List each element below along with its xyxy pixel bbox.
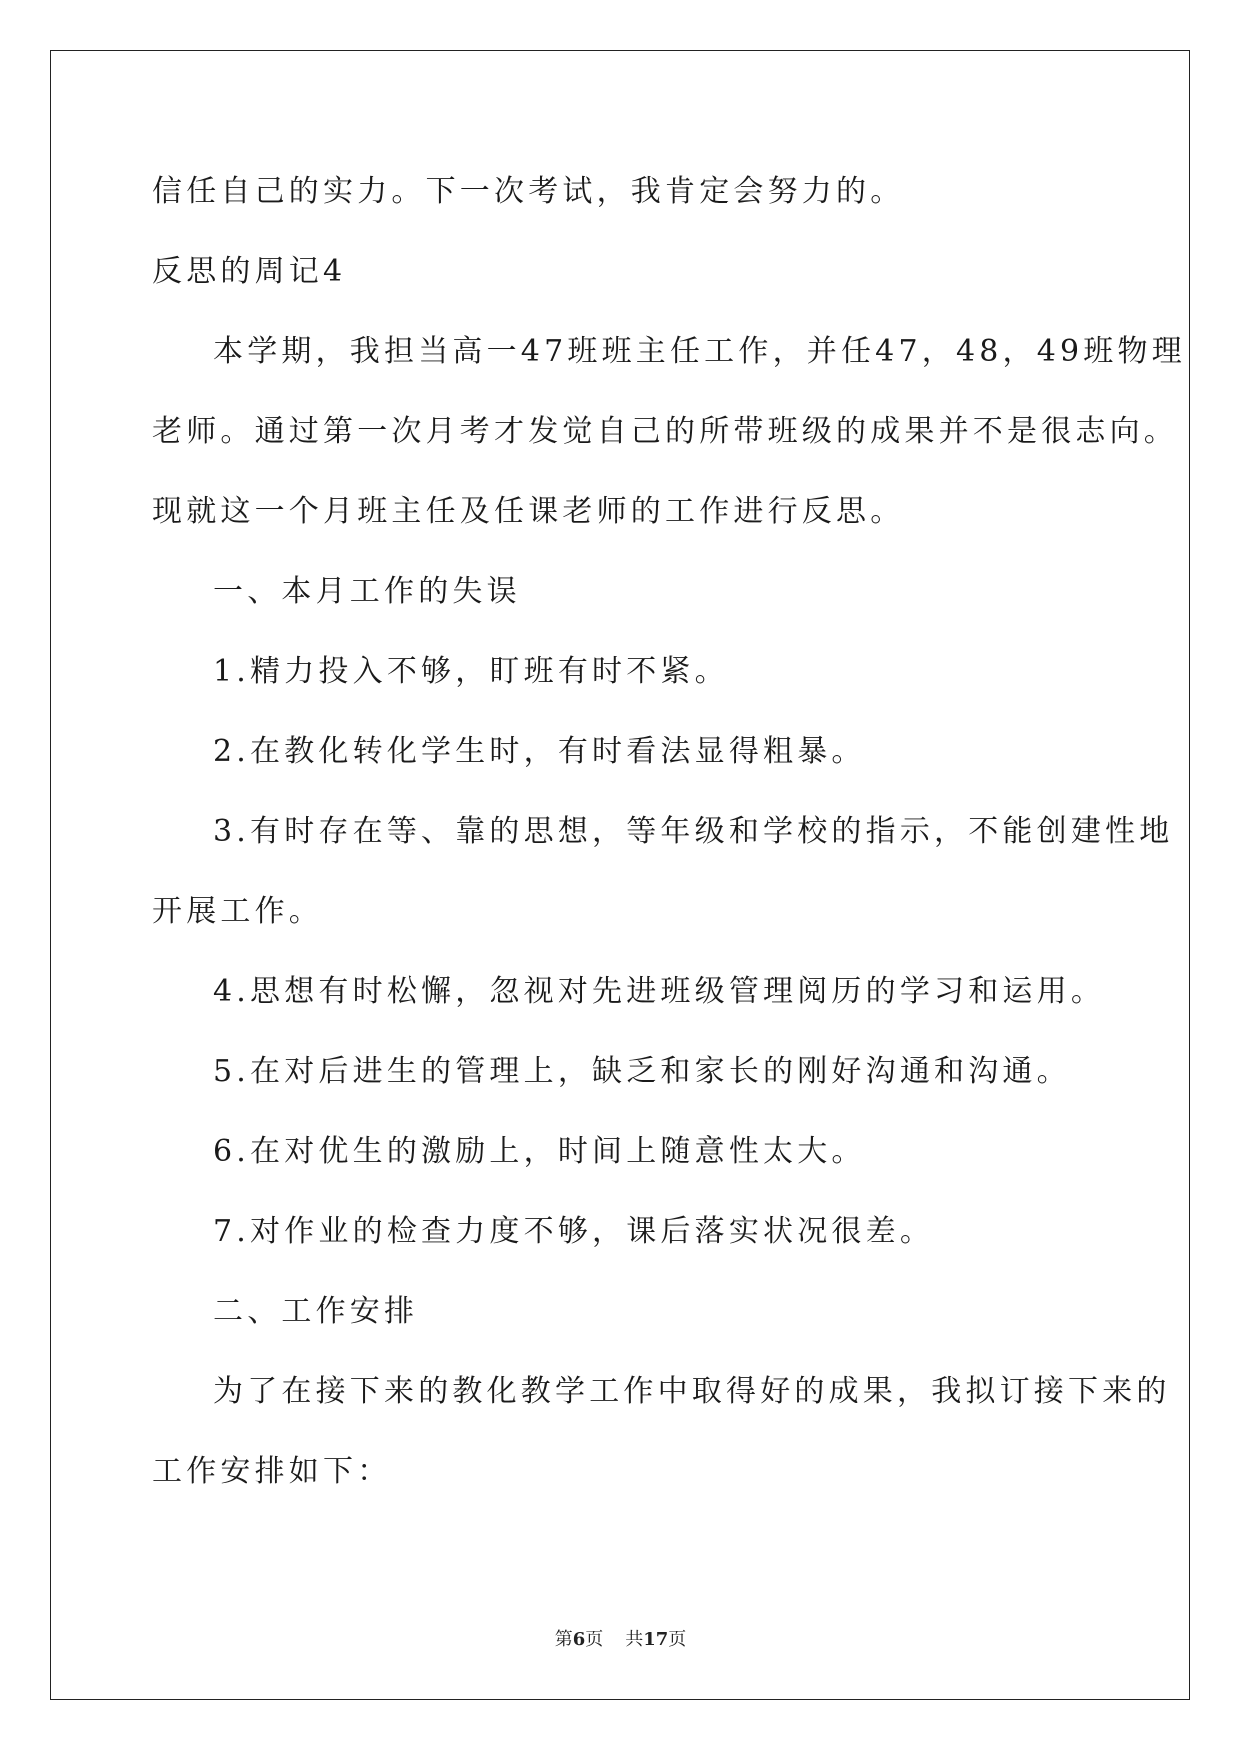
total-page-number: 17 [643,1629,669,1650]
list-item-continuation: 开展工作。 [152,894,323,929]
list-item: 6.在对优生的激励上，时间上随意性太大。 [213,1134,866,1169]
paragraph-line: 老师。通过第一次月考才发觉自己的所带班级的成果并不是很志向。 [152,414,1178,449]
list-item: 7.对作业的检查力度不够，课后落实状况很差。 [213,1214,935,1249]
page-footer [0,1628,1241,1652]
list-item: 5.在对后进生的管理上，缺乏和家长的刚好沟通和沟通。 [213,1054,1071,1089]
list-item: 4.思想有时松懈，忽视对先进班级管理阅历的学习和运用。 [213,974,1106,1009]
section-heading: 反思的周记4 [152,254,347,289]
footer-total-suffix: 页 [668,1629,687,1650]
paragraph-line: 工作安排如下： [152,1454,392,1489]
list-item: 2.在教化转化学生时，有时看法显得粗暴。 [213,734,866,769]
footer-page-word: 页 [585,1629,604,1650]
list-item: 3.有时存在等、靠的思想，等年级和学校的指示，不能创建性地 [213,814,1174,849]
current-page-number: 6 [572,1629,586,1650]
paragraph-line: 信任自己的实力。下一次考试，我肯定会努力的。 [152,174,905,209]
list-item: 1.精力投入不够，盯班有时不紧。 [213,654,729,689]
paragraph-line: 为了在接下来的教化教学工作中取得好的成果，我拟订接下来的 [213,1374,1171,1409]
subsection-heading: 一、本月工作的失误 [213,574,521,609]
footer-total-prefix: 共 [625,1629,644,1650]
paragraph-line: 现就这一个月班主任及任课老师的工作进行反思。 [152,494,905,529]
footer-prefix: 第 [554,1629,573,1650]
subsection-heading: 二、工作安排 [213,1294,419,1329]
paragraph-line: 本学期，我担当高一47班班主任工作，并任47，48，49班物理 [213,334,1186,369]
